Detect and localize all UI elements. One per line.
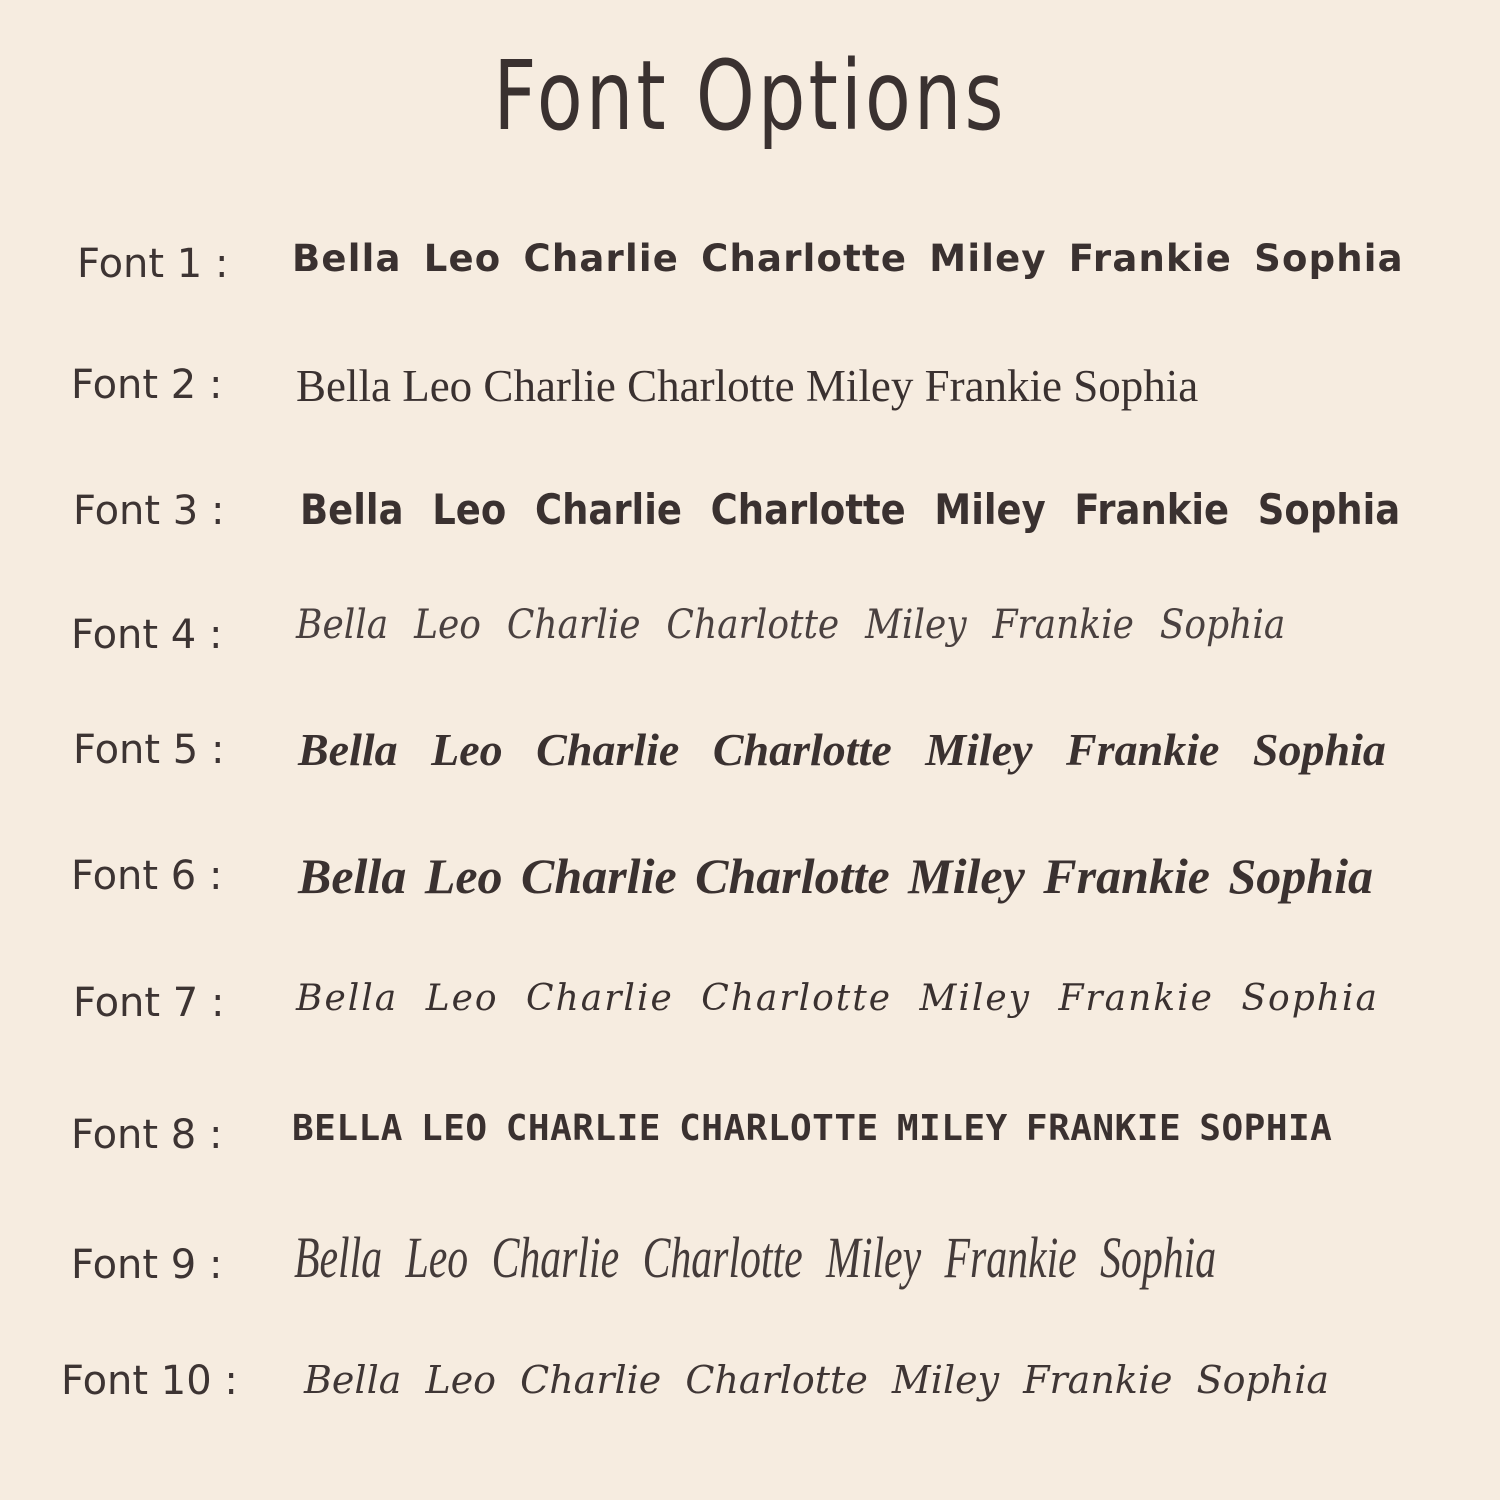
font-label-7: Font 7 : [73,980,225,1026]
font-option-5[interactable] [0,725,1500,785]
font-option-10[interactable] [0,1356,1500,1416]
font-sample-1: Bella Leo Charlie Charlotte Miley Frankie Sophia [292,237,1404,280]
font-option-8[interactable] [0,1110,1500,1170]
font-option-9[interactable] [0,1225,1500,1300]
font-label-2: Font 2 : [71,362,223,408]
font-label-10: Font 10 : [61,1358,238,1404]
font-sample-4: Bella Leo Charlie Charlotte Miley Frankie Sophia [296,602,1286,648]
font-option-1[interactable] [0,233,1500,293]
font-label-6: Font 6 : [71,853,223,899]
font-option-2[interactable] [0,358,1500,418]
font-sample-9: Bella Leo Charlie Charlotte Miley Frankie Sophia [294,1225,1217,1290]
font-sample-2: Bella Leo Charlie Charlotte Miley Frankie Sophia [296,361,1199,411]
font-option-3[interactable] [0,486,1500,546]
page-title: Font Options [493,40,1007,152]
font-label-8: Font 8 : [71,1112,223,1158]
font-label-5: Font 5 : [73,727,225,773]
font-label-9: Font 9 : [71,1242,223,1288]
font-label-4: Font 4 : [71,612,223,658]
font-label-1: Font 1 : [77,241,229,287]
font-sample-10: Bella Leo Charlie Charlotte Miley Frankie Sophia [304,1358,1330,1402]
font-label-3: Font 3 : [73,488,225,534]
font-sample-6: Bella Leo Charlie Charlotte Miley Frankie Sophia [298,848,1373,904]
font-option-6[interactable] [0,848,1500,911]
font-option-4[interactable] [0,602,1500,666]
font-sample-8: BELLA LEO CHARLIE CHARLOTTE MILEY FRANKIE SOPHIA [292,1108,1333,1149]
font-sample-5: Bella Leo Charlie Charlotte Miley Frankie Sophia [298,724,1386,775]
font-option-7[interactable] [0,978,1500,1038]
font-sample-7: Bella Leo Charlie Charlotte Miley Frankie Sophia [296,978,1379,1019]
font-sample-3: Bella Leo Charlie Charlotte Miley Frankie Sophia [300,485,1401,534]
